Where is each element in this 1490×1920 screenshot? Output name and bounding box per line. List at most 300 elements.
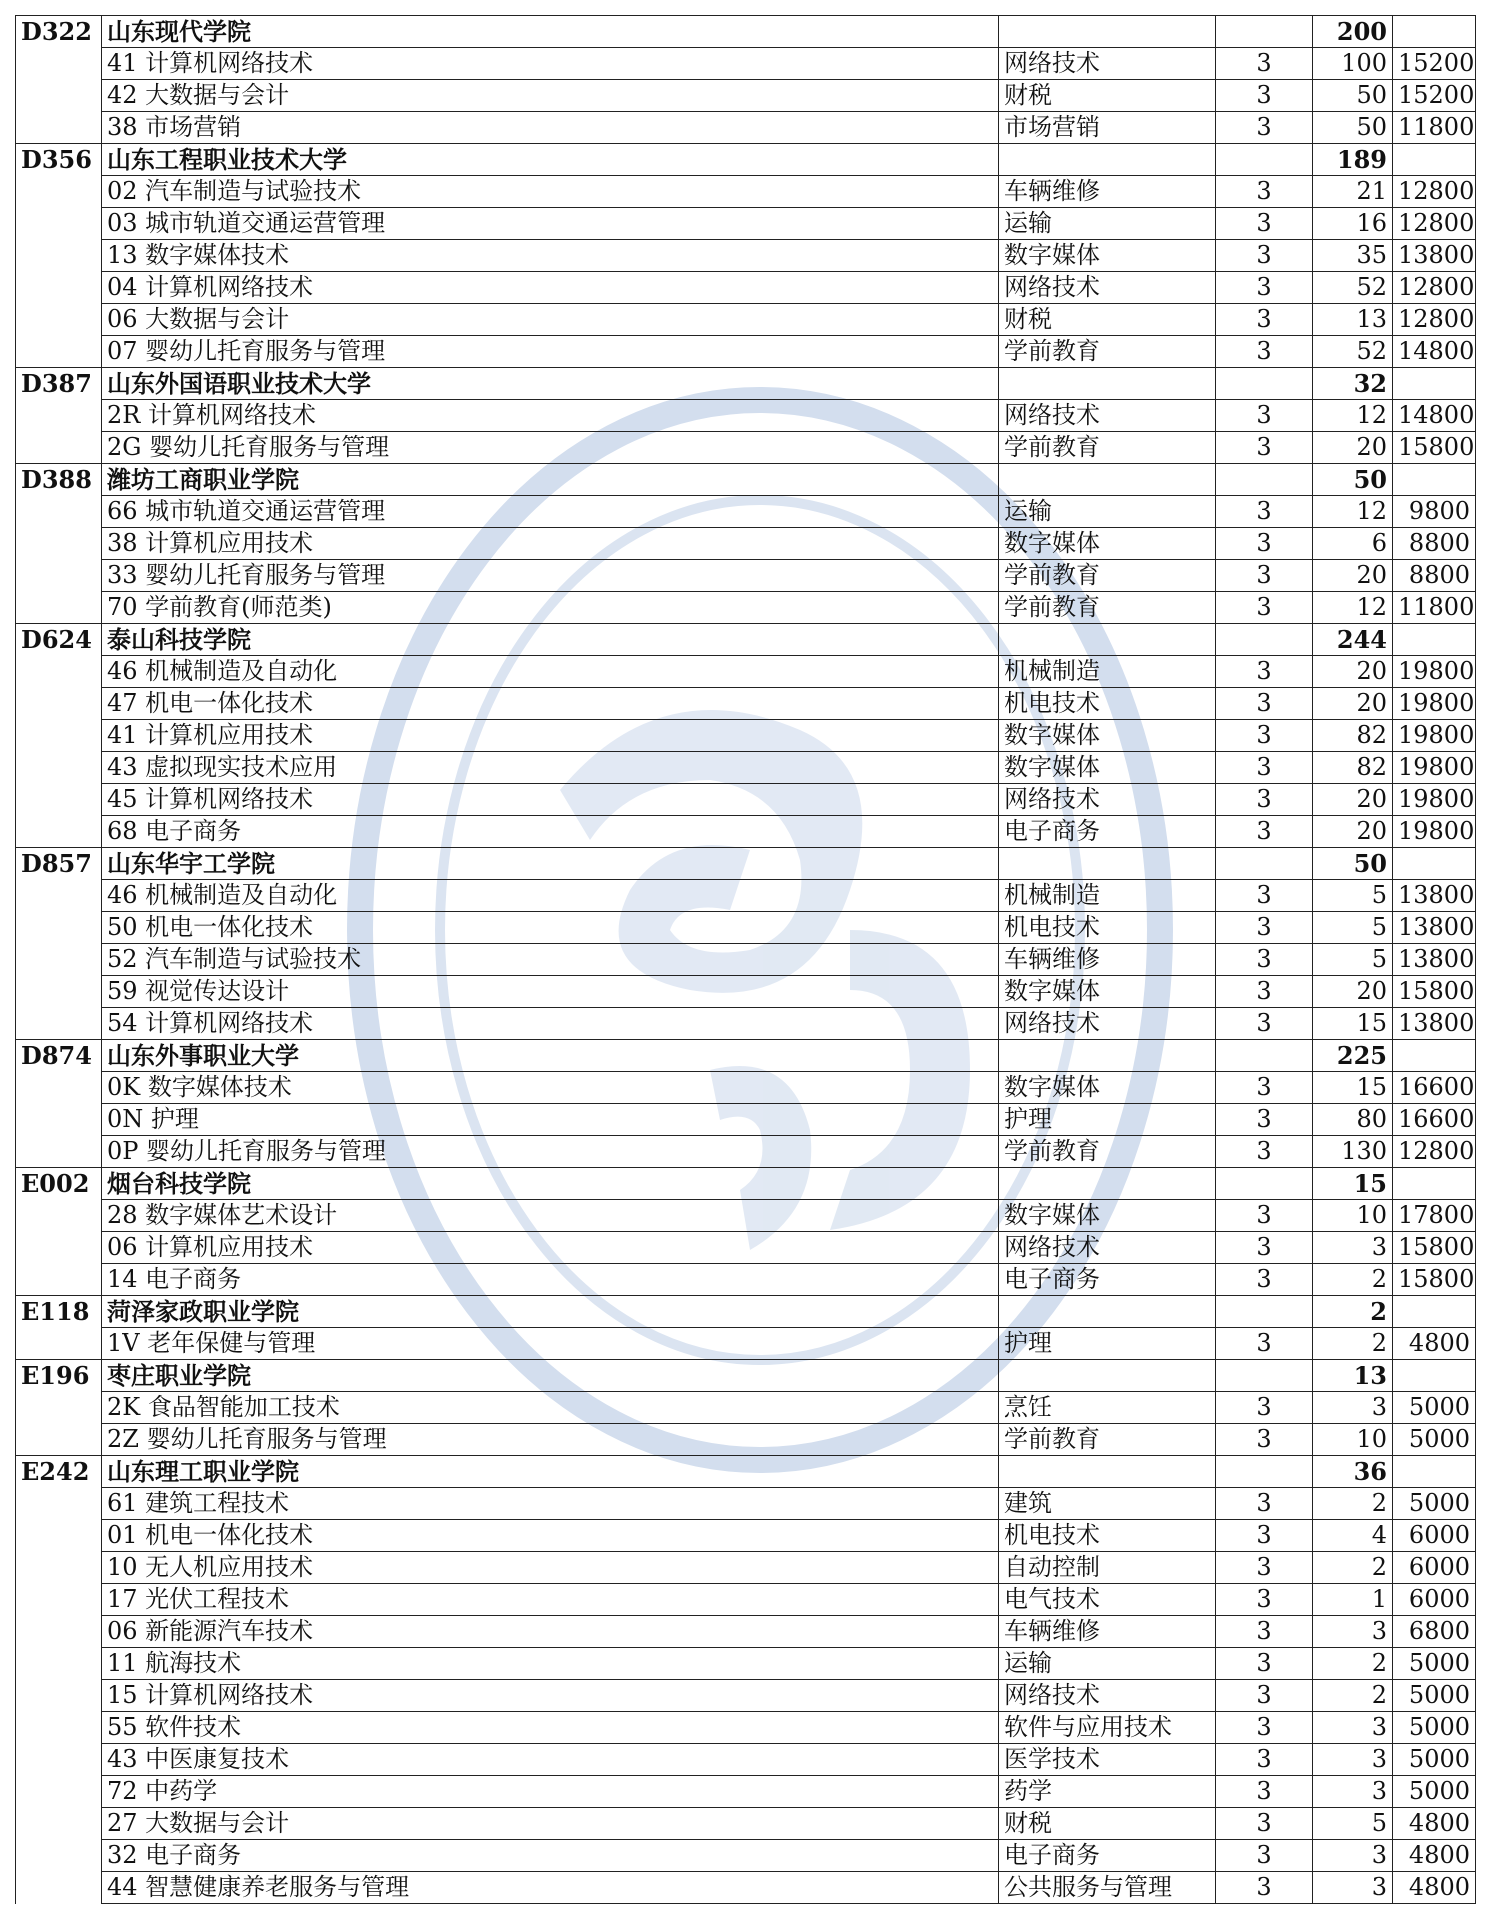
major-row (16, 976, 1476, 1008)
major-row (16, 944, 1476, 976)
tuition-fee: 5000 (1393, 1488, 1476, 1520)
major-category: 车辆维修 (999, 176, 1216, 208)
fee-cell (1393, 1296, 1476, 1328)
major-row (16, 496, 1476, 528)
study-years: 3 (1216, 1072, 1313, 1104)
tuition-fee: 11800 (1393, 112, 1476, 144)
major-category: 数字媒体 (999, 752, 1216, 784)
major-row (16, 688, 1476, 720)
major-category: 数字媒体 (999, 528, 1216, 560)
plan-total: 189 (1313, 144, 1393, 176)
major-category: 护理 (999, 1104, 1216, 1136)
school-name: 潍坊工商职业学院 (102, 464, 999, 496)
tuition-fee: 6000 (1393, 1520, 1476, 1552)
plan-count: 1 (1313, 1584, 1393, 1616)
tuition-fee: 11800 (1393, 592, 1476, 624)
major-name: 03 城市轨道交通运营管理 (102, 208, 999, 240)
major-category: 学前教育 (999, 336, 1216, 368)
admission-plan-table (15, 15, 1476, 1904)
study-years: 3 (1216, 1872, 1313, 1904)
plan-count: 3 (1313, 1840, 1393, 1872)
school-row (16, 1360, 1476, 1392)
study-years: 3 (1216, 1328, 1313, 1360)
tuition-fee: 15800 (1393, 432, 1476, 464)
tuition-fee: 13800 (1393, 880, 1476, 912)
plan-total: 225 (1313, 1040, 1393, 1072)
major-name: 42 大数据与会计 (102, 80, 999, 112)
tuition-fee: 19800 (1393, 752, 1476, 784)
school-row (16, 1168, 1476, 1200)
major-name: 06 大数据与会计 (102, 304, 999, 336)
school-row (16, 16, 1476, 48)
major-row (16, 1584, 1476, 1616)
fee-cell (1393, 16, 1476, 48)
tuition-fee: 19800 (1393, 816, 1476, 848)
plan-total: 13 (1313, 1360, 1393, 1392)
major-row (16, 1072, 1476, 1104)
study-years: 3 (1216, 1424, 1313, 1456)
tuition-fee: 13800 (1393, 1008, 1476, 1040)
major-name: 2R 计算机网络技术 (102, 400, 999, 432)
plan-count: 50 (1313, 112, 1393, 144)
major-category: 财税 (999, 304, 1216, 336)
code-cell (16, 1200, 102, 1232)
school-code: D874 (16, 1040, 102, 1072)
code-cell (16, 1872, 102, 1904)
major-row (16, 592, 1476, 624)
major-name: 28 数字媒体艺术设计 (102, 1200, 999, 1232)
study-years: 3 (1216, 1552, 1313, 1584)
code-cell (16, 496, 102, 528)
tuition-fee: 5000 (1393, 1712, 1476, 1744)
study-years: 3 (1216, 48, 1313, 80)
tuition-fee: 4800 (1393, 1840, 1476, 1872)
tuition-fee: 5000 (1393, 1424, 1476, 1456)
school-code: D624 (16, 624, 102, 656)
code-cell (16, 1808, 102, 1840)
category-cell (999, 368, 1216, 400)
code-cell (16, 1680, 102, 1712)
major-category: 数字媒体 (999, 720, 1216, 752)
code-cell (16, 1584, 102, 1616)
major-name: 72 中药学 (102, 1776, 999, 1808)
major-name: 1V 老年保健与管理 (102, 1328, 999, 1360)
major-category: 烹饪 (999, 1392, 1216, 1424)
code-cell (16, 336, 102, 368)
major-name: 32 电子商务 (102, 1840, 999, 1872)
study-years: 3 (1216, 336, 1313, 368)
major-row (16, 1008, 1476, 1040)
plan-total: 36 (1313, 1456, 1393, 1488)
years-cell (1216, 144, 1313, 176)
major-name: 07 婴幼儿托育服务与管理 (102, 336, 999, 368)
code-cell (16, 560, 102, 592)
school-code: E196 (16, 1360, 102, 1392)
fee-cell (1393, 464, 1476, 496)
major-row (16, 1200, 1476, 1232)
years-cell (1216, 368, 1313, 400)
code-cell (16, 1840, 102, 1872)
plan-count: 10 (1313, 1424, 1393, 1456)
major-category: 财税 (999, 1808, 1216, 1840)
category-cell (999, 1456, 1216, 1488)
plan-count: 50 (1313, 80, 1393, 112)
study-years: 3 (1216, 880, 1313, 912)
major-name: 0P 婴幼儿托育服务与管理 (102, 1136, 999, 1168)
years-cell (1216, 1360, 1313, 1392)
table-body (16, 16, 1476, 1904)
major-name: 2K 食品智能加工技术 (102, 1392, 999, 1424)
major-category: 财税 (999, 80, 1216, 112)
code-cell (16, 112, 102, 144)
tuition-fee: 13800 (1393, 944, 1476, 976)
tuition-fee: 5000 (1393, 1648, 1476, 1680)
tuition-fee: 16600 (1393, 1104, 1476, 1136)
plan-total: 15 (1313, 1168, 1393, 1200)
code-cell (16, 1616, 102, 1648)
code-cell (16, 1776, 102, 1808)
code-cell (16, 1008, 102, 1040)
major-row (16, 240, 1476, 272)
major-row (16, 1680, 1476, 1712)
category-cell (999, 144, 1216, 176)
code-cell (16, 784, 102, 816)
plan-count: 2 (1313, 1648, 1393, 1680)
school-name: 山东外事职业大学 (102, 1040, 999, 1072)
category-cell (999, 624, 1216, 656)
fee-cell (1393, 848, 1476, 880)
major-category: 网络技术 (999, 1232, 1216, 1264)
years-cell (1216, 1168, 1313, 1200)
tuition-fee: 12800 (1393, 176, 1476, 208)
major-row (16, 1808, 1476, 1840)
code-cell (16, 208, 102, 240)
code-cell (16, 720, 102, 752)
code-cell (16, 304, 102, 336)
school-code: D387 (16, 368, 102, 400)
major-name: 15 计算机网络技术 (102, 1680, 999, 1712)
plan-count: 16 (1313, 208, 1393, 240)
category-cell (999, 1168, 1216, 1200)
study-years: 3 (1216, 720, 1313, 752)
major-name: 47 机电一体化技术 (102, 688, 999, 720)
code-cell (16, 688, 102, 720)
plan-count: 52 (1313, 272, 1393, 304)
major-row (16, 272, 1476, 304)
tuition-fee: 4800 (1393, 1808, 1476, 1840)
plan-total: 244 (1313, 624, 1393, 656)
code-cell (16, 1072, 102, 1104)
major-row (16, 432, 1476, 464)
plan-count: 3 (1313, 1872, 1393, 1904)
school-code: E118 (16, 1296, 102, 1328)
code-cell (16, 1328, 102, 1360)
major-name: 41 计算机网络技术 (102, 48, 999, 80)
study-years: 3 (1216, 1104, 1313, 1136)
code-cell (16, 656, 102, 688)
plan-count: 3 (1313, 1232, 1393, 1264)
code-cell (16, 1424, 102, 1456)
study-years: 3 (1216, 976, 1313, 1008)
major-row (16, 400, 1476, 432)
tuition-fee: 12800 (1393, 272, 1476, 304)
school-row (16, 624, 1476, 656)
code-cell (16, 1488, 102, 1520)
major-category: 车辆维修 (999, 1616, 1216, 1648)
study-years: 3 (1216, 1712, 1313, 1744)
major-name: 2Z 婴幼儿托育服务与管理 (102, 1424, 999, 1456)
code-cell (16, 400, 102, 432)
plan-count: 12 (1313, 496, 1393, 528)
major-category: 数字媒体 (999, 1200, 1216, 1232)
study-years: 3 (1216, 1648, 1313, 1680)
study-years: 3 (1216, 80, 1313, 112)
tuition-fee: 6800 (1393, 1616, 1476, 1648)
school-name: 枣庄职业学院 (102, 1360, 999, 1392)
tuition-fee: 4800 (1393, 1328, 1476, 1360)
plan-count: 6 (1313, 528, 1393, 560)
plan-count: 21 (1313, 176, 1393, 208)
study-years: 3 (1216, 432, 1313, 464)
school-name: 山东现代学院 (102, 16, 999, 48)
major-category: 公共服务与管理 (999, 1872, 1216, 1904)
study-years: 3 (1216, 1776, 1313, 1808)
major-row (16, 912, 1476, 944)
code-cell (16, 1104, 102, 1136)
major-category: 学前教育 (999, 560, 1216, 592)
school-row (16, 848, 1476, 880)
plan-count: 10 (1313, 1200, 1393, 1232)
major-name: 61 建筑工程技术 (102, 1488, 999, 1520)
study-years: 3 (1216, 1392, 1313, 1424)
tuition-fee: 5000 (1393, 1744, 1476, 1776)
plan-count: 20 (1313, 688, 1393, 720)
plan-count: 2 (1313, 1264, 1393, 1296)
tuition-fee: 19800 (1393, 656, 1476, 688)
major-row (16, 1328, 1476, 1360)
years-cell (1216, 464, 1313, 496)
tuition-fee: 17800 (1393, 1200, 1476, 1232)
tuition-fee: 15200 (1393, 80, 1476, 112)
major-category: 学前教育 (999, 592, 1216, 624)
tuition-fee: 15800 (1393, 1232, 1476, 1264)
major-name: 14 电子商务 (102, 1264, 999, 1296)
major-name: 0K 数字媒体技术 (102, 1072, 999, 1104)
study-years: 3 (1216, 656, 1313, 688)
major-name: 38 市场营销 (102, 112, 999, 144)
major-category: 护理 (999, 1328, 1216, 1360)
code-cell (16, 976, 102, 1008)
major-category: 药学 (999, 1776, 1216, 1808)
code-cell (16, 1392, 102, 1424)
tuition-fee: 19800 (1393, 720, 1476, 752)
plan-total: 32 (1313, 368, 1393, 400)
code-cell (16, 912, 102, 944)
plan-count: 2 (1313, 1552, 1393, 1584)
code-cell (16, 432, 102, 464)
study-years: 3 (1216, 1200, 1313, 1232)
major-name: 66 城市轨道交通运营管理 (102, 496, 999, 528)
major-row (16, 528, 1476, 560)
study-years: 3 (1216, 784, 1313, 816)
major-row (16, 1264, 1476, 1296)
tuition-fee: 6000 (1393, 1584, 1476, 1616)
major-name: 2G 婴幼儿托育服务与管理 (102, 432, 999, 464)
major-category: 网络技术 (999, 48, 1216, 80)
years-cell (1216, 848, 1313, 880)
tuition-fee: 13800 (1393, 240, 1476, 272)
major-row (16, 1712, 1476, 1744)
plan-count: 20 (1313, 432, 1393, 464)
major-name: 06 计算机应用技术 (102, 1232, 999, 1264)
tuition-fee: 14800 (1393, 400, 1476, 432)
major-name: 01 机电一体化技术 (102, 1520, 999, 1552)
major-row (16, 304, 1476, 336)
school-row (16, 1456, 1476, 1488)
major-category: 学前教育 (999, 1424, 1216, 1456)
plan-count: 3 (1313, 1392, 1393, 1424)
major-row (16, 1136, 1476, 1168)
code-cell (16, 1712, 102, 1744)
plan-count: 2 (1313, 1680, 1393, 1712)
plan-count: 5 (1313, 944, 1393, 976)
major-row (16, 1424, 1476, 1456)
major-row (16, 1552, 1476, 1584)
plan-count: 52 (1313, 336, 1393, 368)
major-category: 电子商务 (999, 816, 1216, 848)
tuition-fee: 16600 (1393, 1072, 1476, 1104)
tuition-fee: 15800 (1393, 1264, 1476, 1296)
category-cell (999, 1040, 1216, 1072)
school-name: 山东理工职业学院 (102, 1456, 999, 1488)
study-years: 3 (1216, 1136, 1313, 1168)
major-name: 41 计算机应用技术 (102, 720, 999, 752)
major-name: 13 数字媒体技术 (102, 240, 999, 272)
category-cell (999, 1360, 1216, 1392)
tuition-fee: 4800 (1393, 1872, 1476, 1904)
major-row (16, 1872, 1476, 1904)
major-row (16, 336, 1476, 368)
plan-count: 20 (1313, 976, 1393, 1008)
plan-count: 4 (1313, 1520, 1393, 1552)
tuition-fee: 12800 (1393, 304, 1476, 336)
plan-count: 3 (1313, 1712, 1393, 1744)
major-row (16, 816, 1476, 848)
major-name: 50 机电一体化技术 (102, 912, 999, 944)
plan-count: 15 (1313, 1008, 1393, 1040)
major-category: 运输 (999, 496, 1216, 528)
plan-count: 3 (1313, 1616, 1393, 1648)
major-row (16, 784, 1476, 816)
study-years: 3 (1216, 1488, 1313, 1520)
code-cell (16, 1744, 102, 1776)
school-code: E002 (16, 1168, 102, 1200)
major-row (16, 208, 1476, 240)
tuition-fee: 5000 (1393, 1392, 1476, 1424)
major-category: 学前教育 (999, 432, 1216, 464)
major-category: 数字媒体 (999, 976, 1216, 1008)
study-years: 3 (1216, 912, 1313, 944)
code-cell (16, 1552, 102, 1584)
years-cell (1216, 1456, 1313, 1488)
major-row (16, 1840, 1476, 1872)
plan-count: 82 (1313, 720, 1393, 752)
major-name: 11 航海技术 (102, 1648, 999, 1680)
major-category: 运输 (999, 1648, 1216, 1680)
code-cell (16, 1520, 102, 1552)
study-years: 3 (1216, 1744, 1313, 1776)
code-cell (16, 880, 102, 912)
plan-count: 2 (1313, 1328, 1393, 1360)
tuition-fee: 5000 (1393, 1776, 1476, 1808)
tuition-fee: 12800 (1393, 1136, 1476, 1168)
major-name: 06 新能源汽车技术 (102, 1616, 999, 1648)
study-years: 3 (1216, 1232, 1313, 1264)
major-category: 机电技术 (999, 912, 1216, 944)
major-category: 数字媒体 (999, 240, 1216, 272)
major-name: 27 大数据与会计 (102, 1808, 999, 1840)
major-row (16, 752, 1476, 784)
code-cell (16, 240, 102, 272)
code-cell (16, 80, 102, 112)
major-row (16, 656, 1476, 688)
major-row (16, 1744, 1476, 1776)
major-name: 33 婴幼儿托育服务与管理 (102, 560, 999, 592)
major-name: 46 机械制造及自动化 (102, 880, 999, 912)
tuition-fee: 19800 (1393, 688, 1476, 720)
school-row (16, 1296, 1476, 1328)
major-name: 46 机械制造及自动化 (102, 656, 999, 688)
category-cell (999, 848, 1216, 880)
major-row (16, 1232, 1476, 1264)
tuition-fee: 8800 (1393, 528, 1476, 560)
major-category: 电子商务 (999, 1840, 1216, 1872)
tuition-fee: 14800 (1393, 336, 1476, 368)
school-name: 山东华宇工学院 (102, 848, 999, 880)
tuition-fee: 12800 (1393, 208, 1476, 240)
school-name: 山东工程职业技术大学 (102, 144, 999, 176)
major-name: 68 电子商务 (102, 816, 999, 848)
category-cell (999, 464, 1216, 496)
plan-count: 35 (1313, 240, 1393, 272)
school-code: D857 (16, 848, 102, 880)
tuition-fee: 6000 (1393, 1552, 1476, 1584)
years-cell (1216, 624, 1313, 656)
major-category: 市场营销 (999, 112, 1216, 144)
plan-count: 12 (1313, 400, 1393, 432)
major-category: 医学技术 (999, 1744, 1216, 1776)
study-years: 3 (1216, 272, 1313, 304)
study-years: 3 (1216, 1008, 1313, 1040)
tuition-fee: 5000 (1393, 1680, 1476, 1712)
years-cell (1216, 16, 1313, 48)
study-years: 3 (1216, 592, 1313, 624)
tuition-fee: 9800 (1393, 496, 1476, 528)
major-name: 17 光伏工程技术 (102, 1584, 999, 1616)
plan-count: 5 (1313, 880, 1393, 912)
code-cell (16, 528, 102, 560)
years-cell (1216, 1040, 1313, 1072)
school-name: 烟台科技学院 (102, 1168, 999, 1200)
tuition-fee: 15200 (1393, 48, 1476, 80)
study-years: 3 (1216, 400, 1313, 432)
major-row (16, 880, 1476, 912)
major-category: 机械制造 (999, 656, 1216, 688)
major-name: 04 计算机网络技术 (102, 272, 999, 304)
study-years: 3 (1216, 112, 1313, 144)
study-years: 3 (1216, 528, 1313, 560)
study-years: 3 (1216, 240, 1313, 272)
